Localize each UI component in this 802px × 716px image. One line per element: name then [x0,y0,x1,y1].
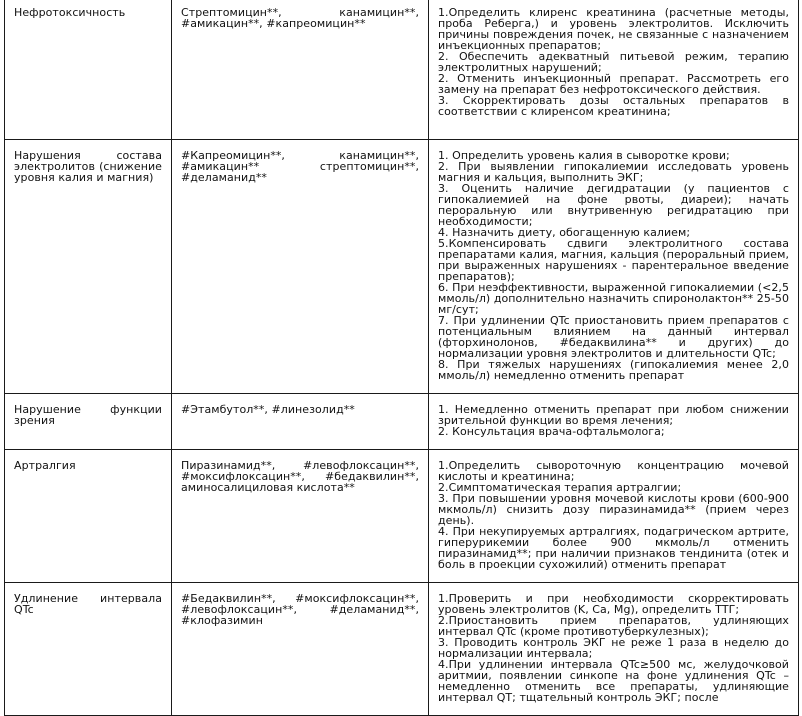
action-item: 3. Оценить наличие дегидратации (у пациентов с гипокалиемией на фоне рвоты, диареи); начать пероральную или внутривенную регидратацию при необходимости; [438,182,789,228]
action-item: 4. При некупируемых артралгиях, подагрическом артрите, гиперурикемии более 900 мкмоль/л отменить пиразинамид**; при наличии признаков тендинита (отек и боль в проекции сухожилий) отменить препарат [438,525,789,571]
drugs-cell [172,583,429,716]
actions-cell [429,394,799,450]
action-item: 2. Консультация врача-офтальмолога; [438,425,665,438]
action-item: 1.Проверить и при необходимости скорректировать уровень электролитов (K, Ca, Mg), определить ТТГ; [438,592,789,616]
action-item: 3. Скорректировать дозы остальных препаратов в соответствии с клиренсом креатинина; [438,94,789,118]
action-item: 7. При удлинении QTc приостановить прием препаратов с потенциальным влиянием на данный интервал (фторхинолонов, #бедаквилина** и других) до нормализации уровня электролитов и длительности QTc; [438,314,789,360]
table-row [5,583,799,716]
effect-text: Удлинение интервала QTc [14,592,162,616]
effect-cell [5,450,172,583]
action-item: 3. При повышении уровня мочевой кислоты крови (600-900 мкмоль/л) снизить дозу пиразинамида** (прием через день). [438,492,789,527]
action-item: 1.Определить сывороточную концентрацию мочевой кислоты и креатинина; [438,459,789,483]
action-item: 4.При удлинении интервала QTc≥500 мс, желудочковой аритмии, появлении синкопе на фоне удлинения QTc – немедленно отменить все препараты, удлиняющие интервал QT; тщательный контроль ЭКГ; после [438,658,789,704]
action-item: 5.Компенсировать сдвиги электролитного состава препаратами калия, магния, кальция (пероральный прием, при выраженных нарушениях - парентеральное введение препаратов); [438,237,789,283]
effect-text: Нарушения состава электролитов (снижение уровня калия и магния) [14,149,162,184]
effect-text: Артралгия [14,459,76,472]
drugs-text: #Этамбутол**, #линезолид** [181,403,355,416]
table-row [5,140,799,394]
drugs-text: #Бедаквилин**, #моксифлоксацин**, #левофлоксацин**, #деламанид**, #клофазимин [181,592,419,627]
effect-cell [5,583,172,716]
action-item: 1. Определить уровень калия в сыворотке крови; [438,149,730,162]
table-row [5,450,799,583]
drugs-text: Пиразинамид**, #левофлоксацин**, #моксифлоксацин**, #бедаквилин**, аминосалициловая кислота** [181,459,419,494]
action-item: 2. Отменить инъекционный препарат. Рассмотреть его замену на препарат без нефротоксического действия. [438,72,789,96]
action-item: 3. Проводить контроль ЭКГ не реже 1 раза в неделю до нормализации интервала; [438,636,789,660]
action-item: 4. Назначить диету, обогащенную калием; [438,226,691,239]
adverse-effects-table [4,0,799,716]
action-item: 1. Немедленно отменить препарат при любом снижении зрительной функции во время лечения; [438,403,789,427]
actions-cell [429,583,799,716]
action-item: 1.Определить клиренс креатинина (расчетные методы, проба Реберга,) и уровень электролитов. Исключить причины повреждения почек, не связанные с назначением инъекционных препаратов; [438,6,789,52]
drugs-cell [172,450,429,583]
action-item: 2. Обеспечить адекватный питьевой режим, терапию электролитных нарушений; [438,50,789,74]
drugs-text: Стрептомицин**, канамицин**, #амикацин**, #капреомицин** [181,6,419,30]
action-item: 2.Симптоматическая терапия артралгии; [438,481,682,494]
effect-cell [5,0,172,140]
action-item: 8. При тяжелых нарушениях (гипокалиемия менее 2,0 ммоль/л) немедленно отменить препарат [438,358,789,382]
effect-text: Нарушение функции зрения [14,403,162,427]
action-item: 2. При выявлении гипокалиемии исследовать уровень магния и кальция, выполнить ЭКГ; [438,160,789,184]
drugs-cell [172,0,429,140]
drugs-cell [172,140,429,394]
actions-cell [429,450,799,583]
actions-cell [429,140,799,394]
table-row [5,0,799,140]
effect-text: Нефротоксичность [14,6,126,19]
effect-cell [5,140,172,394]
action-item: 2.Приостановить прием препаратов, удлиняющих интервал QTc (кроме противотуберкулезных); [438,614,789,638]
effect-cell [5,394,172,450]
table-row [5,394,799,450]
action-item: 6. При неэффективности, выраженной гипокалиемии (<2,5 ммоль/л) дополнительно назначить спиронолактон** 25-50 мг/сут; [438,281,789,316]
actions-cell [429,0,799,140]
drugs-cell [172,394,429,450]
drugs-text: #Капреомицин**, канамицин**, #амикацин** стрептомицин**, #деламанид** [181,149,419,184]
